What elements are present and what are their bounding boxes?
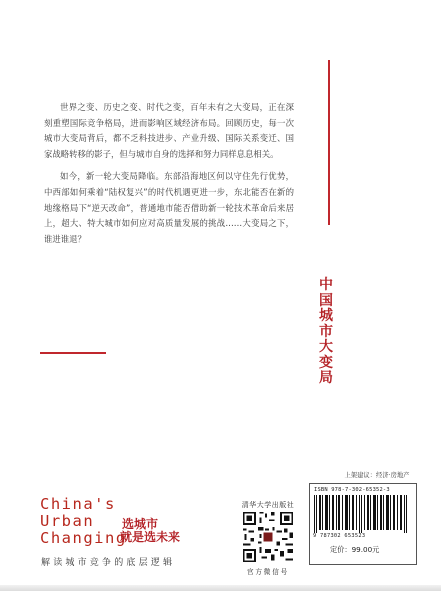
barcode-icon <box>312 495 410 533</box>
title-char: 大 <box>319 339 333 355</box>
slogan-line-1: 选城市 <box>122 517 159 531</box>
subtitle: 解读城市竞争的底层逻辑 <box>41 558 176 568</box>
publisher-name: 清华大学出版社 <box>241 501 295 509</box>
page-bottom-edge <box>0 585 441 591</box>
vertical-book-title <box>314 278 338 387</box>
isbn-number: ISBN 978-7-302-65352-3 <box>314 487 390 493</box>
english-title-line: China's <box>40 495 116 513</box>
intro-paragraph-2: 如今，新一轮大变局降临。东部沿海地区何以守住先行优势，中西部如何乘着“陆权复兴”的时代机遇更进一步，东北能否在新的地缘格局下“逆天改命”，普通地市能否借助新一轮技术革命后来居上，超大、特大城市如何应对高质量发展的挑战……大变局之下，谁进谁退？ <box>44 171 294 244</box>
slogan <box>120 518 222 544</box>
decorative-red-vertical-line <box>328 60 330 225</box>
english-title <box>40 496 127 547</box>
price-label: 定价：99.00元 <box>330 545 380 554</box>
english-title-line: Changing <box>40 529 127 547</box>
title-char: 城 <box>319 308 333 324</box>
title-char: 国 <box>319 292 333 309</box>
qr-caption: 官方微信号 <box>247 568 289 576</box>
decorative-red-horizontal-line <box>40 352 106 354</box>
shelving-category: 上架建议：经济·房地产 <box>344 472 410 479</box>
english-title-line: Urban <box>40 512 95 530</box>
intro-paragraph-1: 世界之变、历史之变、时代之变，百年未有之大变局，正在深刻重塑国际竞争格局，进而影响区域经济布局。回顾历史，每一次城市大变局背后，都不乏科技进步、产业升级、国际关系变迁、国家战略转移的影子，但与城市自身的选择和努力同样息息相关。 <box>44 102 294 159</box>
slogan-line-2: 就是选未来 <box>120 530 181 544</box>
title-char: 中 <box>319 277 333 293</box>
title-char: 市 <box>319 323 333 340</box>
intro-text <box>44 100 294 254</box>
qr-code-icon[interactable] <box>241 510 295 564</box>
title-char: 变 <box>319 354 333 371</box>
title-char: 局 <box>319 370 333 386</box>
barcode-digits: 9 787302 653523 <box>313 533 366 539</box>
